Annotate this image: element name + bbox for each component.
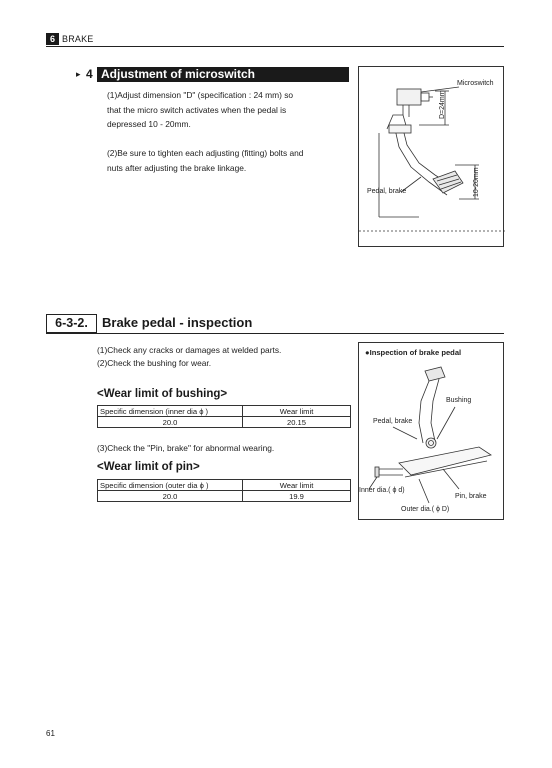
section-number-box: 6-3-2. xyxy=(46,314,97,333)
brake-pedal-inspection-figure xyxy=(358,342,504,520)
bushing-wear-heading: <Wear limit of bushing> xyxy=(97,388,228,400)
pin-label: Pin, brake xyxy=(455,493,487,500)
figure-pedal-label: Pedal, brake xyxy=(367,188,407,195)
inspection-steps xyxy=(97,344,281,370)
microswitch-drawing xyxy=(359,67,505,248)
figure-pedal-label: Pedal, brake xyxy=(373,418,413,425)
inner-dia-label: Inner dia.( ϕ d) xyxy=(359,487,405,494)
text-line: depressed 10 - 20mm. xyxy=(107,119,191,129)
table-row xyxy=(98,491,351,502)
section-title: Brake pedal - inspection xyxy=(102,315,253,330)
chapter-header xyxy=(46,33,504,47)
pin-check-step: (3)Check the "Pin, brake" for abnormal wearing. xyxy=(97,443,275,453)
chapter-number: 6 xyxy=(46,33,59,45)
dimension-d-label: D=24mm xyxy=(439,90,446,119)
table-cell: 20.0 xyxy=(98,491,243,502)
pin-wear-heading: <Wear limit of pin> xyxy=(97,461,200,473)
table-header-row xyxy=(98,480,351,491)
pedal-travel-label: 10-20mm xyxy=(473,167,480,197)
section-4-number: 4 xyxy=(86,67,93,81)
table-row xyxy=(98,417,351,428)
text-line: that the micro switch activates when the pedal is xyxy=(107,104,287,115)
microswitch-figure xyxy=(358,66,504,247)
microswitch-label: Microswitch xyxy=(457,80,494,87)
text-line: (1)Check any cracks or damages at welded parts. xyxy=(97,345,282,355)
chapter-title: BRAKE xyxy=(62,34,94,44)
tighten-bolts-paragraph xyxy=(107,146,303,175)
text-line: (2)Check the bushing for wear. xyxy=(97,358,212,368)
section-divider xyxy=(46,333,504,334)
table-header-cell: Specific dimension (outer dia ϕ ) xyxy=(98,480,243,491)
page-number: 61 xyxy=(46,729,55,738)
table-header-cell: Wear limit xyxy=(243,406,351,417)
bushing-wear-table xyxy=(97,405,351,428)
table-cell: 19.9 xyxy=(243,491,351,502)
text-line: (1)Adjust dimension "D" (specification : 24 mm) so xyxy=(107,90,294,100)
pin-wear-table xyxy=(97,479,351,502)
text-line: (2)Be sure to tighten each adjusting (fitting) bolts and xyxy=(107,148,304,158)
bushing-label: Bushing xyxy=(446,397,472,404)
table-header-row xyxy=(98,406,351,417)
table-cell: 20.0 xyxy=(98,417,243,428)
adjust-dimension-paragraph xyxy=(107,88,293,132)
figure-title: ●Inspection of brake pedal xyxy=(365,348,462,357)
section-bullet-arrow-icon: ▸ xyxy=(76,69,81,79)
table-header-cell: Wear limit xyxy=(243,480,351,491)
text-line: nuts after adjusting the brake linkage. xyxy=(107,162,247,173)
section-4-title: Adjustment of microswitch xyxy=(97,67,349,82)
table-header-cell: Specific dimension (inner dia ϕ ) xyxy=(98,406,243,417)
table-cell: 20.15 xyxy=(243,417,351,428)
outer-dia-label: Outer dia.( ϕ D) xyxy=(401,506,450,513)
